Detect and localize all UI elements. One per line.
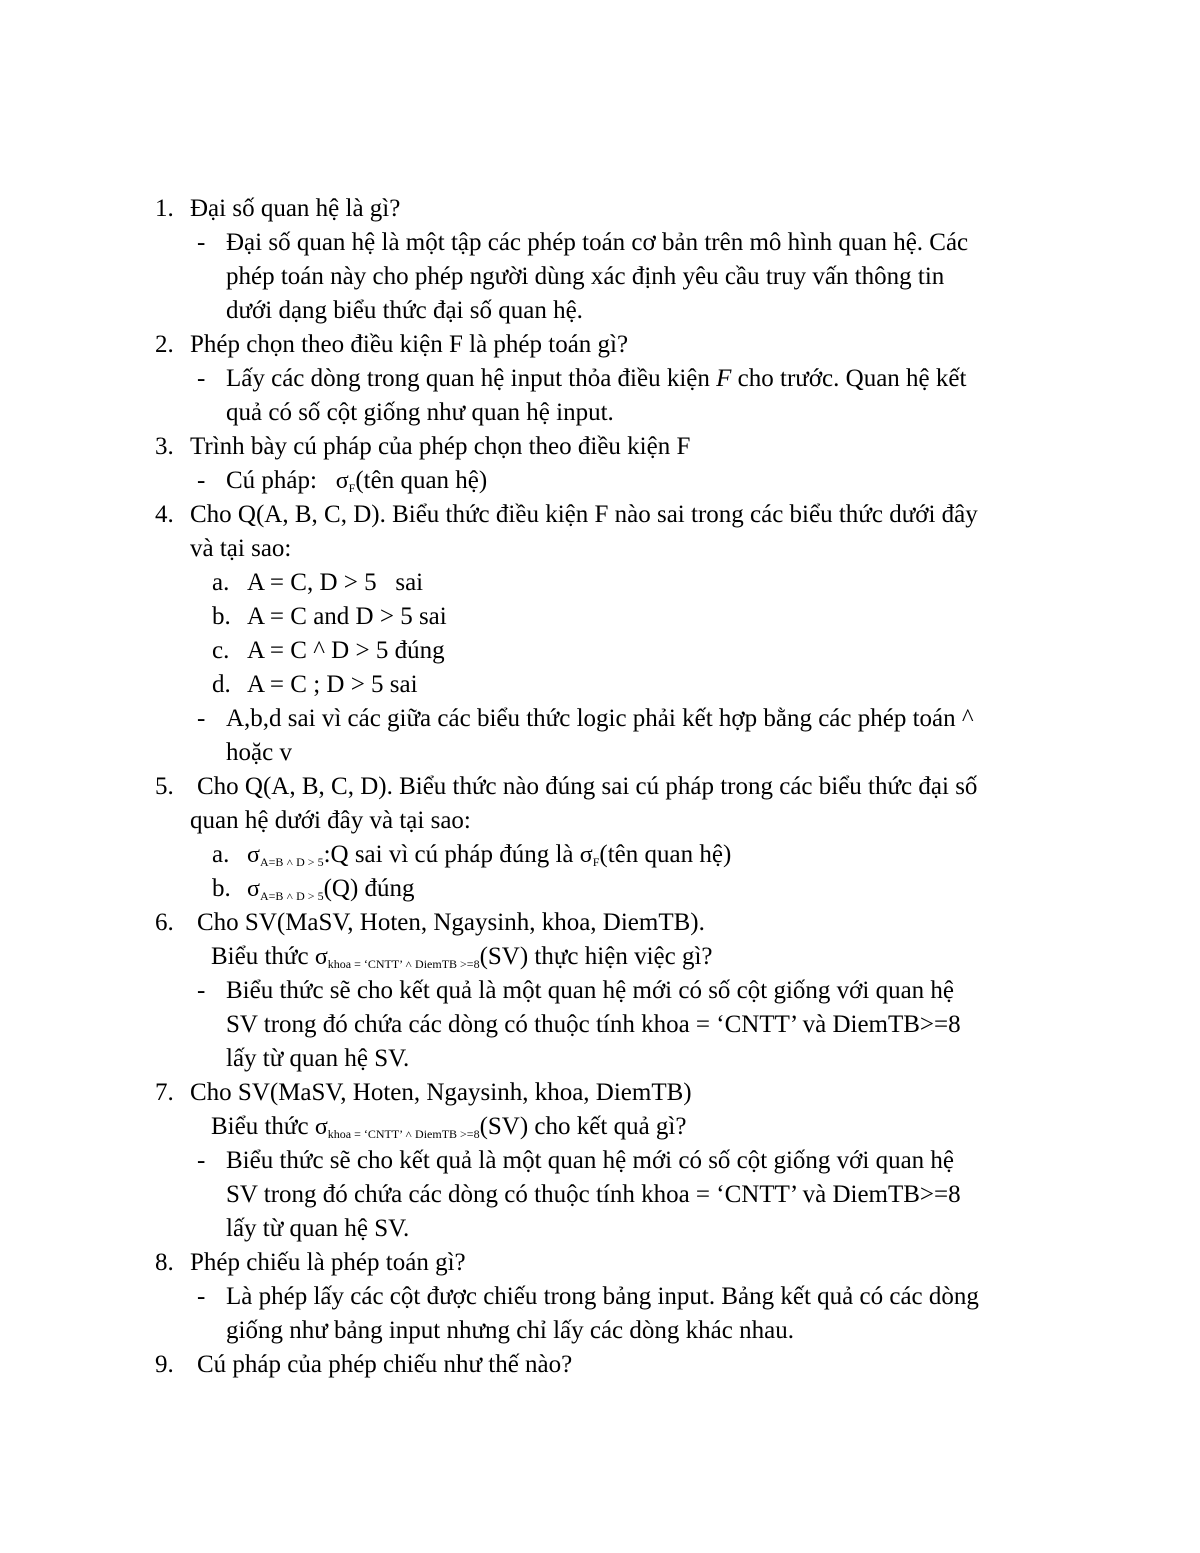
question-text: Cho SV(MaSV, Hoten, Ngaysinh, khoa, DiemTB) xyxy=(190,1079,692,1106)
question-text: Đại số quan hệ là gì? xyxy=(190,195,401,222)
bullet-dash: - xyxy=(197,365,206,392)
question-number: 2. xyxy=(155,331,174,358)
option-rest: :Q sai vì cú pháp đúng là xyxy=(323,841,580,868)
syntax-rest: (tên quan hệ) xyxy=(355,467,488,494)
answer-text: lấy từ quan hệ SV. xyxy=(226,1045,410,1072)
sigma-symbol: σ xyxy=(335,468,349,494)
question-text: và tại sao: xyxy=(190,535,292,562)
question-number: 9. xyxy=(155,1351,174,1378)
question-number: 8. xyxy=(155,1249,174,1276)
bullet-dash: - xyxy=(197,467,206,494)
option-text: A = C ^ D > 5 đúng xyxy=(247,637,445,664)
answer-text xyxy=(226,362,966,396)
answer-text: dưới dạng biểu thức đại số quan hệ. xyxy=(226,297,583,324)
answer-text: SV trong đó chứa các dòng có thuộc tính khoa = ‘CNTT’ và DiemTB>=8 xyxy=(226,1011,961,1038)
syntax-label: Cú pháp: xyxy=(226,467,317,494)
answer-text: Đại số quan hệ là một tập các phép toán cơ bản trên mô hình quan hệ. Các xyxy=(226,229,969,256)
sigma-symbol: σ xyxy=(579,842,593,868)
option-letter: a. xyxy=(212,569,230,596)
option-rest: (tên quan hệ) xyxy=(599,841,732,868)
sigma-subscript: khoa = ‘CNTT’ ˄ DiemTB >=8 xyxy=(327,1127,480,1141)
bullet-dash: - xyxy=(197,705,206,732)
bullet-dash: - xyxy=(197,1283,206,1310)
answer-text: quả có số cột giống như quan hệ input. xyxy=(226,399,614,426)
condition-f: F xyxy=(716,365,732,392)
option-letter: a. xyxy=(212,841,230,868)
answer-text: lấy từ quan hệ SV. xyxy=(226,1215,410,1242)
answer-text: Là phép lấy các cột được chiếu trong bảng input. Bảng kết quả có các dòng xyxy=(226,1283,979,1310)
option-rest: (Q) đúng xyxy=(323,875,415,902)
sigma-symbol: σ xyxy=(314,944,328,970)
option-text: A = C and D > 5 sai xyxy=(247,603,447,630)
question-text: Cho Q(A, B, C, D). Biểu thức nào đúng sai cú pháp trong các biểu thức đại số xyxy=(197,773,978,800)
option-letter: d. xyxy=(212,671,231,698)
question-text: Phép chiếu là phép toán gì? xyxy=(190,1249,466,1276)
answer-part: Lấy các dòng trong quan hệ input thỏa điều kiện xyxy=(226,365,710,392)
bullet-dash: - xyxy=(197,977,206,1004)
question-number: 4. xyxy=(155,501,174,528)
question-text: Cú pháp của phép chiếu như thế nào? xyxy=(197,1351,573,1378)
sigma-subscript: F xyxy=(592,855,600,869)
bullet-dash: - xyxy=(197,1147,206,1174)
answer-text: phép toán này cho phép người dùng xác định yêu cầu truy vấn thông tin xyxy=(226,263,945,290)
answer-text: SV trong đó chứa các dòng có thuộc tính khoa = ‘CNTT’ và DiemTB>=8 xyxy=(226,1181,961,1208)
option-letter: c. xyxy=(212,637,230,664)
question-text: Cho SV(MaSV, Hoten, Ngaysinh, khoa, DiemTB). xyxy=(197,909,705,936)
question-number: 1. xyxy=(155,195,174,222)
bullet-dash: - xyxy=(197,229,206,256)
question-number: 5. xyxy=(155,773,174,800)
question-number: 3. xyxy=(155,433,174,460)
sigma-symbol: σ xyxy=(247,842,260,868)
expression-pre: Biểu thức xyxy=(211,1113,315,1140)
expression-post: (SV) thực hiện việc gì? xyxy=(479,943,713,970)
sigma-subscript: F xyxy=(348,481,356,495)
answer-text: hoặc v xyxy=(226,739,292,766)
option-text: A = C ; D > 5 sai xyxy=(247,671,418,698)
answer-text: Biểu thức sẽ cho kết quả là một quan hệ mới có số cột giống với quan hệ xyxy=(226,1147,955,1174)
sigma-symbol: σ xyxy=(314,1114,328,1140)
sigma-subscript: khoa = ‘CNTT’ ˄ DiemTB >=8 xyxy=(327,957,480,971)
question-text: quan hệ dưới đây và tại sao: xyxy=(190,807,471,834)
question-text: Cho Q(A, B, C, D). Biểu thức điều kiện F nào sai trong các biểu thức dưới đây xyxy=(190,501,978,528)
answer-text: Biểu thức sẽ cho kết quả là một quan hệ mới có số cột giống với quan hệ xyxy=(226,977,955,1004)
answer-part: cho trước. Quan hệ kết xyxy=(737,365,967,392)
expression-pre: Biểu thức xyxy=(211,943,315,970)
question-number: 7. xyxy=(155,1079,174,1106)
question-text: Phép chọn theo điều kiện F là phép toán gì? xyxy=(190,331,629,358)
expression-post: (SV) cho kết quả gì? xyxy=(479,1113,687,1140)
question-text: Trình bày cú pháp của phép chọn theo điều kiện F xyxy=(190,433,691,460)
option-text: A = C, D > 5 sai xyxy=(247,569,424,596)
option-letter: b. xyxy=(212,603,231,630)
sigma-symbol: σ xyxy=(247,876,260,902)
option-letter: b. xyxy=(212,875,231,902)
sigma-subscript: A=B ˄ D > 5 xyxy=(259,855,324,869)
sigma-subscript: A=B ˄ D > 5 xyxy=(259,889,324,903)
question-number: 6. xyxy=(155,909,174,936)
answer-text: A,b,d sai vì các giữa các biểu thức logic phải kết hợp bằng các phép toán ^ xyxy=(226,705,974,732)
answer-text: giống như bảng input nhưng chỉ lấy các dòng khác nhau. xyxy=(226,1317,794,1344)
